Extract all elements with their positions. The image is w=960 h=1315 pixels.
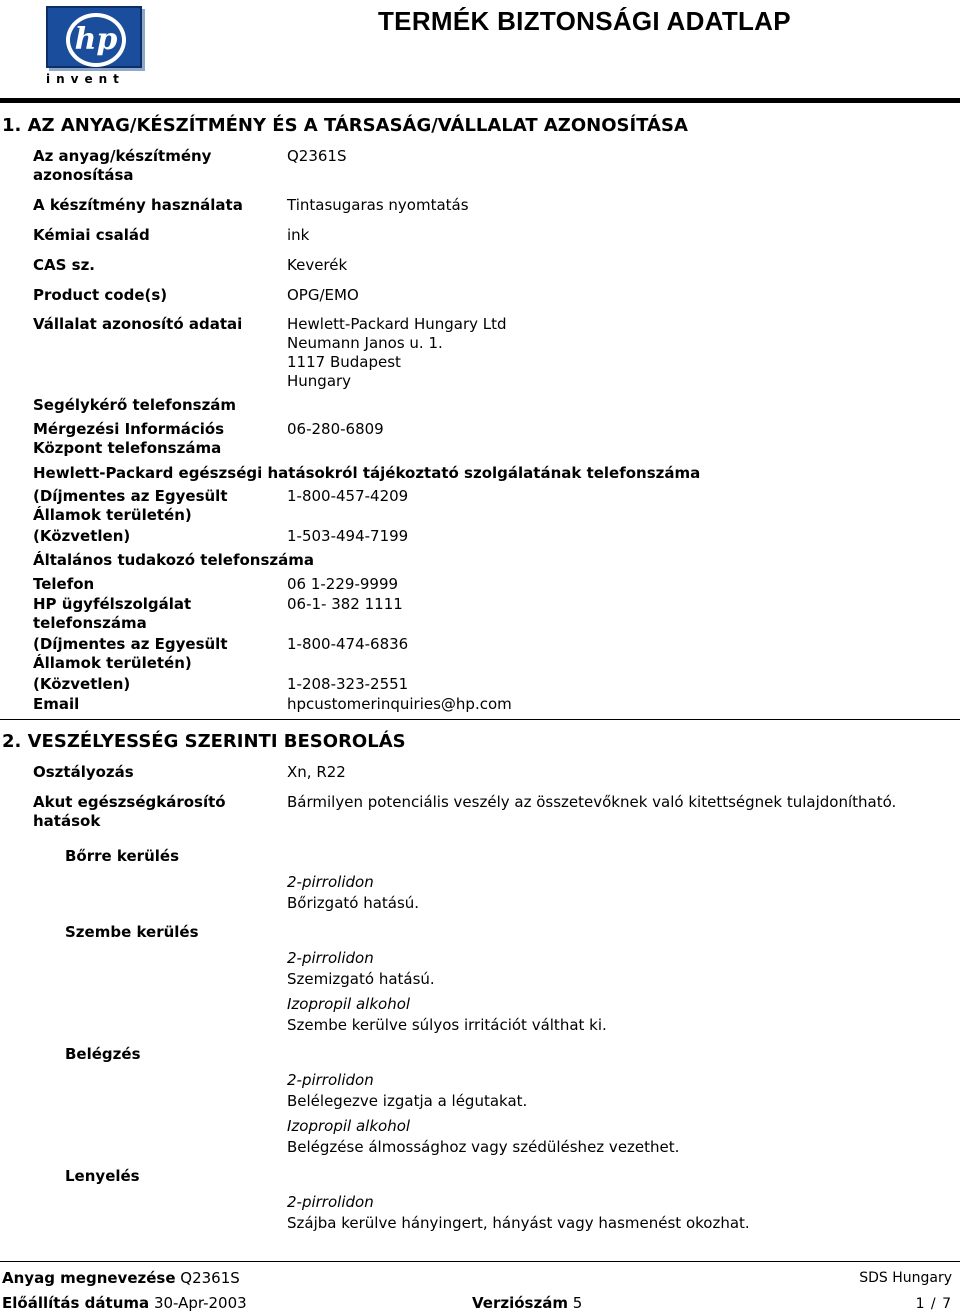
footer-material — [2, 1269, 240, 1287]
field-value-cas: Keverék — [287, 256, 348, 274]
field-value-telephone: 06 1-229-9999 — [287, 575, 399, 593]
field-label-inhalation: Belégzés — [65, 1045, 141, 1063]
section-divider — [0, 719, 960, 720]
field-value-hp-health-direct: 1-503-494-7199 — [287, 527, 409, 545]
field-label-ingestion: Lenyelés — [65, 1167, 140, 1185]
field-label-chemical-family: Kémiai család — [33, 226, 150, 244]
company-name: Hewlett-Packard Hungary Ltd — [287, 315, 507, 333]
document-title: TERMÉK BIZTONSÁGI ADATLAP — [378, 6, 791, 36]
inhalation-substance-2: Izopropil alkohol — [287, 1117, 411, 1135]
footer-date-value: 30-Apr-2003 — [153, 1294, 247, 1312]
field-value-chemical-family: ink — [287, 226, 310, 244]
field-label-product-code: Product code(s) — [33, 286, 168, 304]
company-street: Neumann Janos u. 1. — [287, 334, 443, 352]
field-label-general-tollfree: (Díjmentes az Egyesült Államok területén) — [33, 635, 228, 672]
field-label-eye-contact: Szembe kerülés — [65, 923, 199, 941]
field-value-acute-effects: Bármilyen potenciális veszély az összetevőknek való kitettségnek tulajdonítható. — [287, 793, 897, 811]
field-value-email: hpcustomerinquiries@hp.com — [287, 695, 512, 713]
field-label-acute-effects: Akut egészségkárosító hatások — [33, 793, 226, 830]
skin-substance: 2-pirrolidon — [287, 873, 374, 891]
footer-version-label: Verziószám — [472, 1294, 568, 1312]
eye-effect-1: Szemizgató hatású. — [287, 970, 435, 988]
footer-page-number: 1 / 7 — [915, 1296, 952, 1312]
field-value-general-tollfree: 1-800-474-6836 — [287, 635, 409, 653]
header-divider — [0, 98, 960, 103]
hp-logo-mark: hp — [66, 13, 126, 67]
field-value-classification: Xn, R22 — [287, 763, 346, 781]
footer-version — [472, 1294, 582, 1312]
field-value-hp-support: 06-1- 382 1111 — [287, 595, 403, 613]
footer-version-value: 5 — [572, 1294, 583, 1312]
eye-effect-2: Szembe kerülve súlyos irritációt válthat ki. — [287, 1016, 607, 1034]
field-value-substance-id: Q2361S — [287, 147, 347, 165]
field-label-usage: A készítmény használata — [33, 196, 243, 214]
field-label-substance-id: Az anyag/készítmény azonosítása — [33, 147, 212, 184]
footer-material-label: Anyag megnevezése — [2, 1269, 176, 1287]
general-inquiry-heading: Általános tudakozó telefonszáma — [33, 551, 314, 569]
field-label-skin-contact: Bőrre kerülés — [65, 847, 179, 865]
footer-divider — [0, 1261, 960, 1262]
skin-effect: Bőrizgató hatású. — [287, 894, 420, 912]
hp-logo — [44, 6, 144, 88]
company-address — [287, 315, 507, 391]
field-value-general-direct: 1-208-323-2551 — [287, 675, 409, 693]
field-value-hp-health-tollfree: 1-800-457-4209 — [287, 487, 409, 505]
section-2-heading: 2. VESZÉLYESSÉG SZERINTI BESOROLÁS — [2, 731, 406, 752]
field-label-company: Vállalat azonosító adatai — [33, 315, 243, 333]
footer-date-label: Előállítás dátuma — [2, 1294, 150, 1312]
hp-health-heading: Hewlett-Packard egészségi hatásokról tájékoztató szolgálatának telefonszáma — [33, 464, 701, 482]
eye-substance-1: 2-pirrolidon — [287, 949, 374, 967]
field-label-cas: CAS sz. — [33, 256, 95, 274]
field-value-usage: Tintasugaras nyomtatás — [287, 196, 469, 214]
hp-logo-badge — [46, 6, 142, 68]
inhalation-effect-1: Belélegezve izgatja a légutakat. — [287, 1092, 528, 1110]
company-country: Hungary — [287, 372, 352, 390]
ingestion-substance: 2-pirrolidon — [287, 1193, 374, 1211]
footer-region: SDS Hungary — [859, 1270, 952, 1286]
field-value-poison-center: 06-280-6809 — [287, 420, 384, 438]
inhalation-substance-1: 2-pirrolidon — [287, 1071, 374, 1089]
field-label-hp-health-tollfree: (Díjmentes az Egyesült Államok területén) — [33, 487, 228, 524]
field-label-classification: Osztályozás — [33, 763, 134, 781]
field-label-emergency-phone: Segélykérő telefonszám — [33, 396, 237, 414]
field-label-telephone: Telefon — [33, 575, 95, 593]
eye-substance-2: Izopropil alkohol — [287, 995, 411, 1013]
field-label-poison-center: Mérgezési Információs Központ telefonszáma — [33, 420, 225, 457]
hp-logo-tagline: invent — [46, 72, 125, 86]
ingestion-effect: Szájba kerülve hányingert, hányást vagy hasmenést okozhat. — [287, 1214, 750, 1232]
field-label-hp-health-direct: (Közvetlen) — [33, 527, 131, 545]
inhalation-effect-2: Belégzése álmossághoz vagy szédüléshez vezethet. — [287, 1138, 680, 1156]
field-label-email: Email — [33, 695, 80, 713]
field-label-general-direct: (Közvetlen) — [33, 675, 131, 693]
footer-date — [2, 1294, 247, 1312]
field-value-product-code: OPG/EMO — [287, 286, 359, 304]
footer-material-value: Q2361S — [180, 1269, 240, 1287]
company-city: 1117 Budapest — [287, 353, 401, 371]
section-1-heading: 1. AZ ANYAG/KÉSZÍTMÉNY ÉS A TÁRSASÁG/VÁLLALAT AZONOSÍTÁSA — [2, 115, 688, 136]
field-label-hp-support: HP ügyfélszolgálat telefonszáma — [33, 595, 192, 632]
